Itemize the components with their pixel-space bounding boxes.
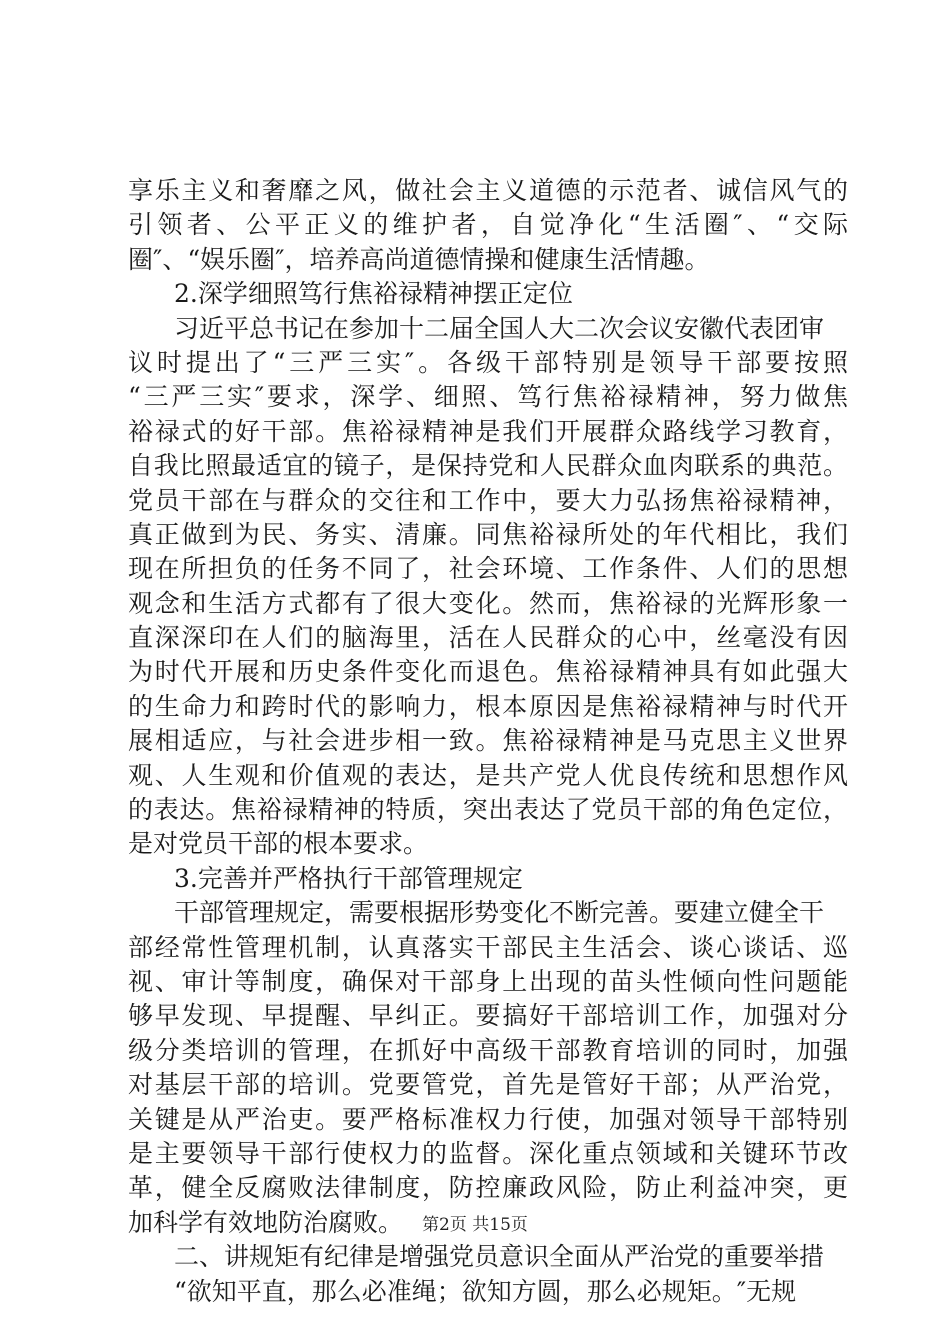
text-line: 为时代开展和历史条件变化而退色。焦裕禄精神具有如此强大 [128, 657, 848, 687]
text-line: “三严三实″要求，深学、细照、笃行焦裕禄精神，努力做焦 [128, 382, 848, 412]
text-line: 议时提出了“三严三实″。各级干部特别是领导干部要按照 [128, 347, 848, 377]
text-line: 观念和生活方式都有了很大变化。然而，焦裕禄的光辉形象一 [128, 588, 848, 618]
text-line: 的生命力和跨时代的影响力，根本原因是焦裕禄精神与时代开 [128, 691, 848, 721]
text-line: 级分类培训的管理，在抓好中高级干部教育培训的同时，加强 [128, 1035, 848, 1065]
paragraph-start: 习近平总书记在参加十二届全国人大二次会议安徽代表团审 [174, 313, 825, 343]
text-line: 引领者、公平正义的维护者，自觉净化“生活圈″、“交际 [128, 210, 848, 240]
text-line: 视、审计等制度，确保对干部身上出现的苗头性倾向性问题能 [128, 966, 848, 996]
text-line: 的表达。焦裕禄精神的特质，突出表达了党员干部的角色定位， [128, 795, 848, 825]
text-line: 裕禄式的好干部。焦裕禄精神是我们开展群众路线学习教育， [128, 416, 848, 446]
page-number: 第2页 共15页 [422, 1215, 528, 1235]
section-heading: 二、讲规矩有纪律是增强党员意识全面从严治党的重要举措 [174, 1242, 825, 1272]
text-line: 是主要领导干部行使权力的监督。深化重点领域和关键环节改 [128, 1138, 848, 1168]
text-line: 关键是从严治吏。要严格标准权力行使，加强对领导干部特别 [128, 1104, 848, 1134]
text-line: 党员干部在与群众的交往和工作中，要大力弘扬焦裕禄精神， [128, 485, 848, 515]
paragraph-start: “欲知平直，那么必准绳；欲知方圆，那么必规矩。″无规 [174, 1276, 797, 1306]
text-line: 直深深印在人们的脑海里，活在人民群众的心中，丝毫没有因 [128, 623, 848, 653]
text-line: 享乐主义和奢靡之风，做社会主义道德的示范者、诚信风气的 [128, 176, 848, 205]
text-line: 是对党员干部的根本要求。 [128, 829, 429, 859]
text-line: 加科学有效地防治腐败。 [128, 1207, 404, 1237]
text-line: 革，健全反腐败法律制度，防控廉政风险，防止利益冲突，更 [128, 1173, 848, 1203]
text-line: 现在所担负的任务不同了，社会环境、工作条件、人们的思想 [128, 554, 848, 584]
text-line: 观、人生观和价值观的表达，是共产党人优良传统和思想作风 [128, 760, 848, 790]
body-text [128, 174, 848, 1309]
text-line: 圈″、“娱乐圈″，培养高尚道德情操和健康生活情趣。 [128, 244, 710, 274]
text-line: 部经常性管理机制，认真落实干部民主生活会、谈心谈话、巡 [128, 932, 848, 962]
section-heading: 3.完善并严格执行干部管理规定 [174, 863, 523, 893]
text-line: 真正做到为民、务实、清廉。同焦裕禄所处的年代相比，我们 [128, 519, 848, 549]
paragraph-start: 干部管理规定，需要根据形势变化不断完善。要建立健全干 [174, 898, 825, 928]
text-line: 展相适应，与社会进步相一致。焦裕禄精神是马克思主义世界 [128, 726, 848, 756]
text-line: 自我比照最适宜的镜子，是保持党和人民群众血肉联系的典范。 [128, 451, 848, 481]
section-heading: 2.深学细照笃行焦裕禄精神摆正定位 [174, 279, 573, 309]
text-line: 够早发现、早提醒、早纠正。要搞好干部培训工作，加强对分 [128, 1001, 848, 1031]
text-line: 对基层干部的培训。党要管党，首先是管好干部；从严治党， [128, 1070, 848, 1100]
